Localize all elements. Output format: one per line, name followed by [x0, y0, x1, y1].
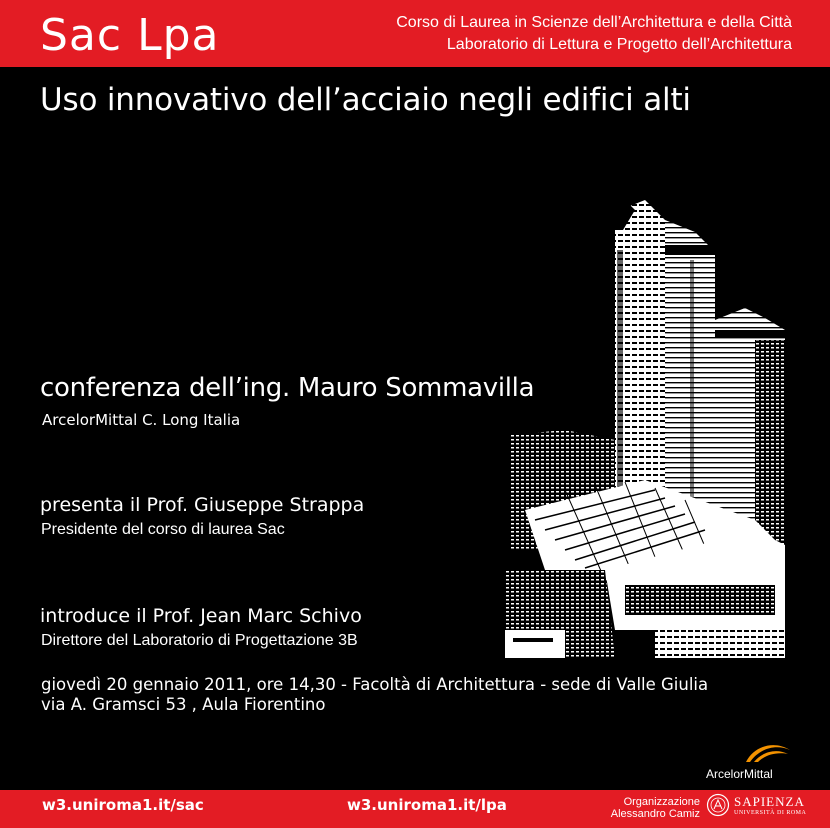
event-address: via A. Gramsci 53 , Aula Fiorentino: [41, 695, 326, 714]
presenter-line: presenta il Prof. Giuseppe Strappa: [40, 494, 365, 516]
sapienza-seal-icon: [706, 793, 730, 817]
event-date-place: giovedì 20 gennaio 2011, ore 14,30 - Facoltà di Architettura - sede di Valle Giulia: [41, 675, 709, 694]
speaker-line: conferenza dell’ing. Mauro Sommavilla: [40, 373, 535, 403]
organizer: [600, 796, 700, 820]
organizer-label: Organizzazione: [623, 796, 700, 808]
footer-url-sac[interactable]: w3.uniroma1.it/sac: [42, 796, 204, 814]
page-title: Uso innovativo dell’acciaio negli edifici alti: [40, 82, 691, 118]
course-info: [396, 12, 792, 56]
organizer-name: Alessandro Camiz: [610, 808, 700, 820]
sponsor-name: ArcelorMittal: [706, 767, 773, 781]
course-line-2: Laboratorio di Lettura e Progetto dell’Architettura: [446, 36, 792, 53]
course-line-1: Corso di Laurea in Scienze dell’Architettura e della Città: [396, 14, 792, 31]
footer-url-lpa[interactable]: w3.uniroma1.it/lpa: [347, 796, 507, 814]
skyscraper-illustration: [505, 190, 795, 658]
sponsor-logo: [706, 740, 796, 788]
speaker-affiliation: ArcelorMittal C. Long Italia: [42, 411, 241, 429]
university-subtitle: UNIVERSITÀ DI ROMA: [734, 810, 807, 816]
introducer-role: Direttore del Laboratorio di Progettazione 3B: [41, 632, 358, 649]
introducer-line: introduce il Prof. Jean Marc Schivo: [40, 605, 362, 627]
university-name: SAPIENZA: [734, 794, 805, 809]
brand-title: Sac Lpa: [40, 10, 220, 61]
university-logo: [734, 795, 806, 817]
presenter-role: Presidente del corso di laurea Sac: [41, 521, 285, 538]
arcelormittal-logo: [744, 740, 792, 764]
